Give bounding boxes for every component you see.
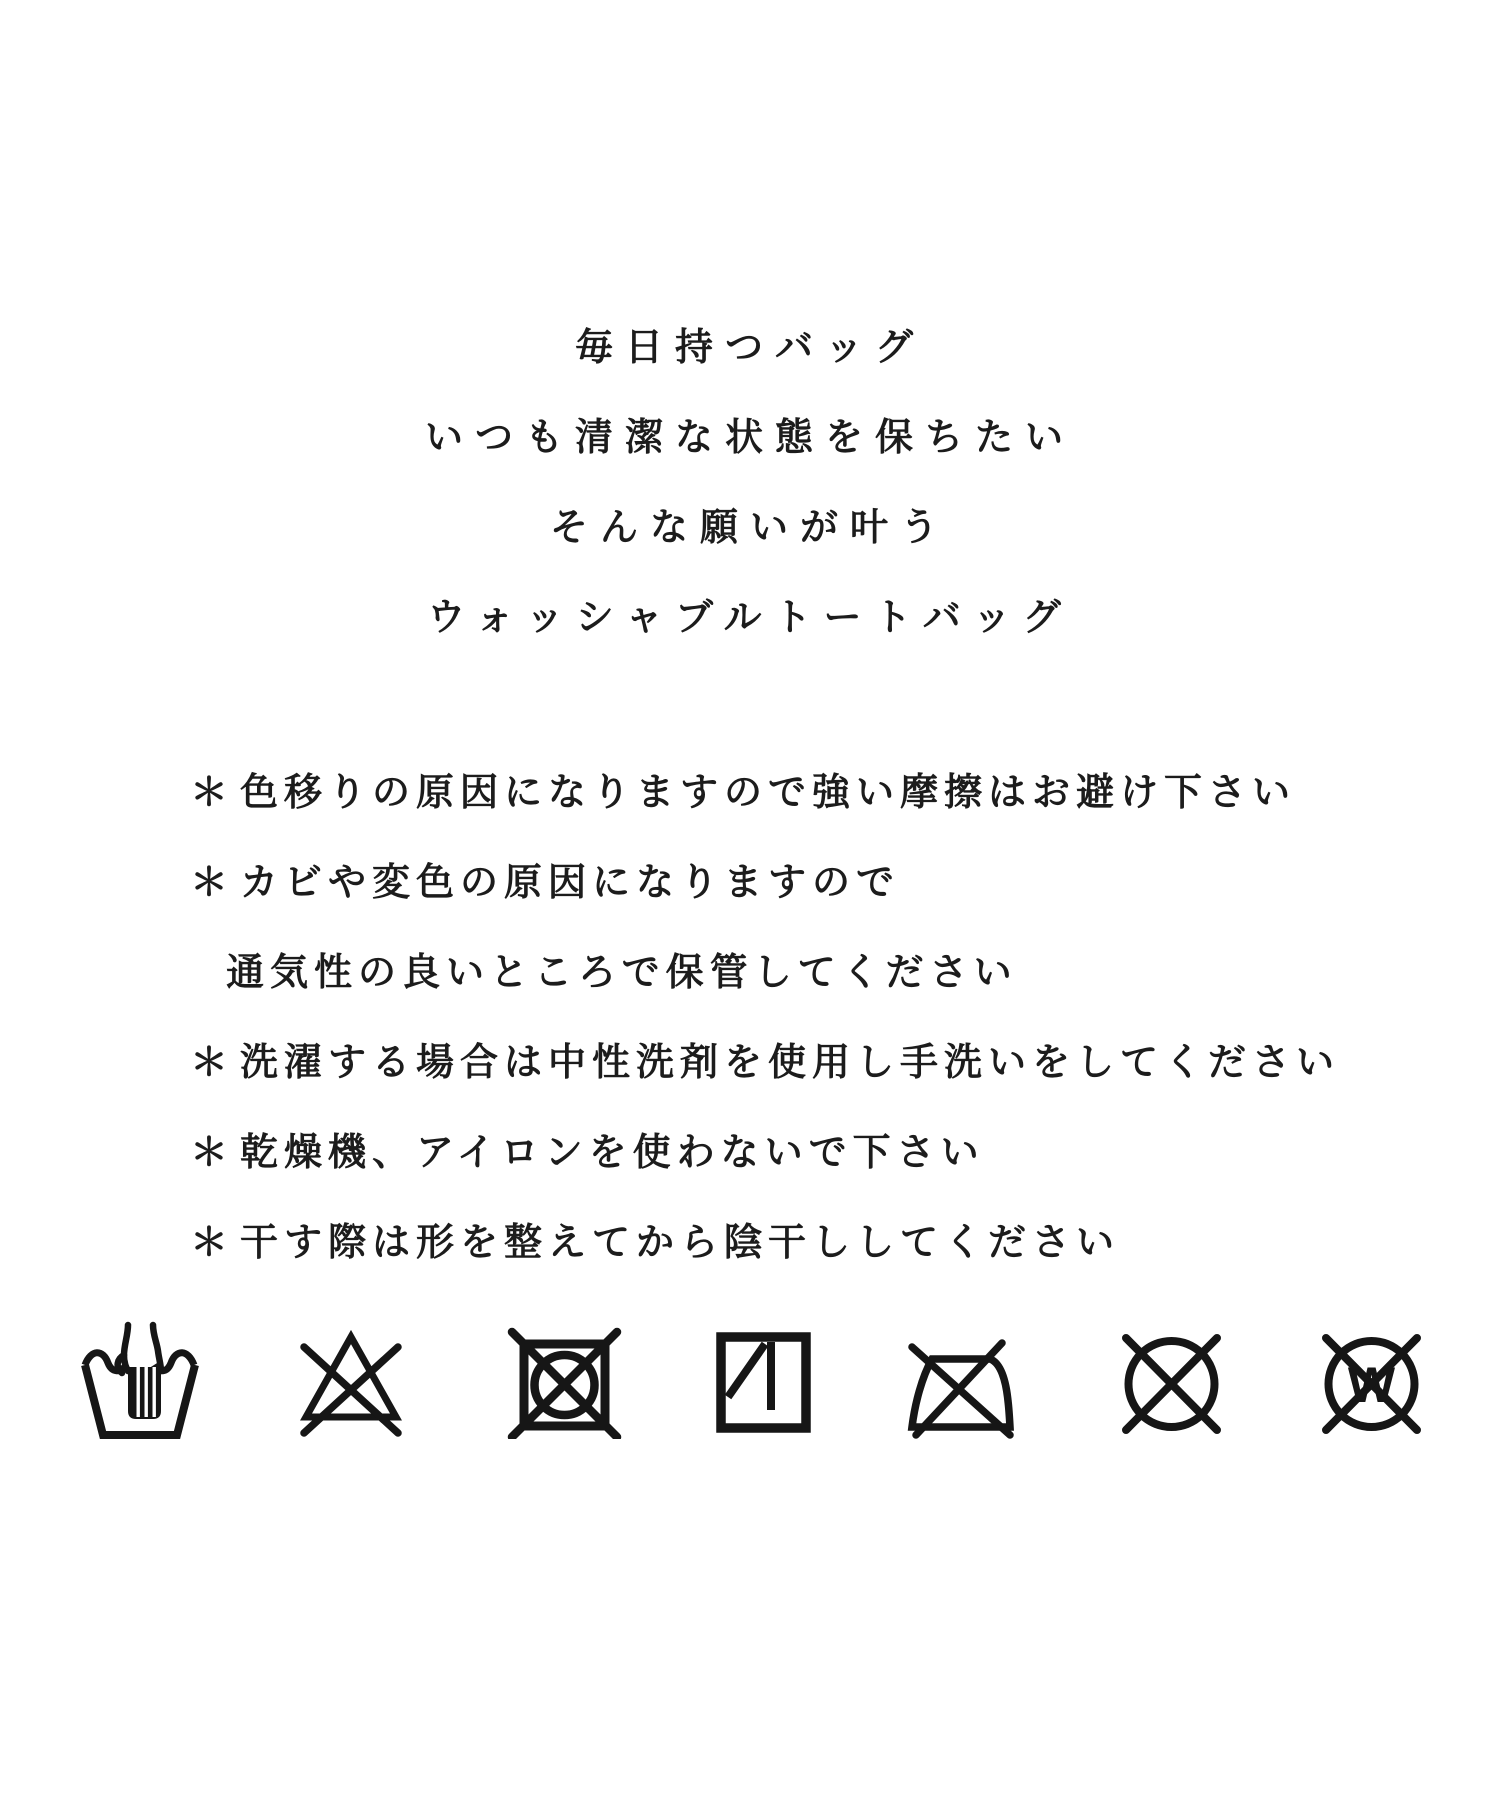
care-notes-list [0,743,1500,1283]
care-symbols-row [77,1315,1430,1439]
do-not-tumble-dry-icon [499,1317,629,1439]
do-not-iron-icon [898,1317,1031,1439]
care-note-text: 色移りの原因になりますので強い摩擦はお避け下さい [240,771,1297,814]
intro-line-3: そんな願いが叶う [549,506,950,549]
care-note-3 [190,1013,1500,1103]
intro-line-2: いつも清潔な状態を保ちたい [424,416,1075,459]
wet-clean-letter: W [1347,1357,1396,1413]
intro-line-4: ウォッシャブルトートバッグ [427,596,1073,639]
care-note-1 [190,743,1500,833]
care-note-text: 洗濯する場合は中性洗剤を使用し手洗いをしてください [240,1041,1341,1084]
care-note-text: カビや変色の原因になりますので [240,861,901,904]
do-not-wet-clean-icon [1313,1317,1430,1439]
intro-text-block [0,0,1500,658]
asterisk-marker: ＊ [190,1221,235,1264]
care-note-text: 通気性の良いところで保管してください [226,951,1018,994]
do-not-bleach-icon [288,1317,415,1439]
shade-line-dry-icon [714,1317,813,1439]
care-note-2-continued [190,923,1500,1013]
care-note-2 [190,833,1500,923]
asterisk-marker: ＊ [190,1041,235,1084]
care-note-5 [190,1193,1500,1283]
care-note-text: 干す際は形を整えてから陰干ししてください [240,1221,1121,1264]
intro-line-1: 毎日持つバッグ [574,326,925,369]
asterisk-marker: ＊ [190,771,235,814]
care-note-text: 乾燥機、アイロンを使わないで下さい [240,1131,985,1174]
asterisk-marker: ＊ [190,861,235,904]
asterisk-marker: ＊ [190,1131,235,1174]
do-not-dry-clean-icon [1115,1317,1228,1439]
hand-wash-icon [77,1317,203,1439]
care-note-4 [190,1103,1500,1193]
